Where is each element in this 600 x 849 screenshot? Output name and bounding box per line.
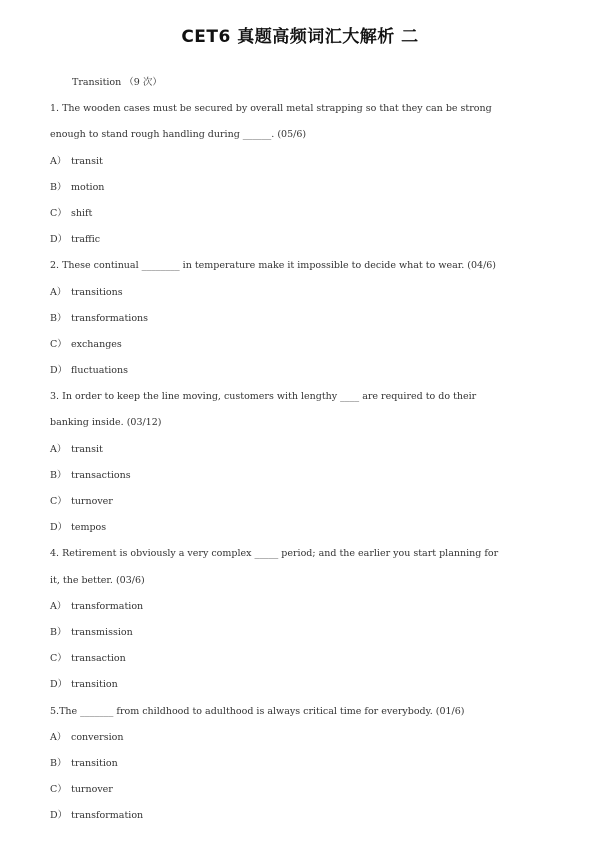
option-letter: B） [50,312,67,324]
question-text: 5.The _______ from childhood to adulthood is always critical time for everybody. (01/6) [50,705,465,717]
answer-option [50,332,570,358]
option-text: transaction [71,653,126,665]
document-title: CET6 真题高频词汇大解析 二 [181,27,419,47]
option-letter: D） [50,365,68,377]
answer-option [50,725,570,751]
option-letter: D） [50,234,68,246]
answer-option [50,437,570,463]
question-text: 3. In order to keep the line moving, customers with lengthy ____ are required to do their [50,391,477,403]
answer-option [50,306,570,332]
question-list [50,96,570,829]
option-letter: A） [50,443,67,455]
option-text: turnover [71,784,113,796]
option-letter: B） [50,757,67,769]
question-text: banking inside. (03/12) [50,417,162,429]
option-text: transactions [71,469,131,481]
answer-option [50,463,570,489]
answer-option [50,803,570,829]
option-text: transition [71,679,118,691]
option-letter: A） [50,600,67,612]
option-text: transit [71,155,103,167]
option-text: exchanges [71,338,122,350]
option-letter: B） [50,469,67,481]
answer-option [50,620,570,646]
option-letter: A） [50,731,67,743]
section-label: Transition （9 次） [72,77,162,88]
option-letter: D） [50,522,68,534]
option-text: transformations [71,312,149,324]
option-letter: C） [50,653,67,665]
option-text: transitions [71,286,123,298]
answer-option [50,227,570,253]
option-letter: C） [50,207,67,219]
question-text: 2. These continual ________ in temperature make it impossible to decide what to wear. (04/6) [50,260,497,272]
option-text: shift [71,207,93,219]
answer-option [50,751,570,777]
answer-option [50,489,570,515]
option-text: traffic [71,234,101,246]
option-letter: D） [50,679,68,691]
option-text: turnover [71,496,113,507]
option-letter: C） [50,784,67,796]
option-text: transformation [71,600,144,612]
option-text: fluctuations [71,365,128,377]
option-text: tempos [71,522,107,534]
option-text: motion [71,181,105,193]
option-letter: B） [50,626,67,638]
answer-option [50,672,570,698]
answer-option [50,646,570,672]
question-text: 1. The wooden cases must be secured by overall metal strapping so that they can be strong [50,103,492,115]
option-letter: B） [50,181,67,193]
answer-option [50,149,570,175]
option-letter: C） [50,338,67,350]
document-content [50,70,570,829]
option-text: conversion [71,731,124,743]
answer-option [50,594,570,620]
option-letter: D） [50,810,68,822]
answer-option [50,515,570,541]
option-letter: A） [50,286,67,298]
answer-option [50,358,570,384]
answer-option [50,280,570,306]
option-letter: A） [50,155,67,167]
answer-option [50,175,570,201]
option-text: transition [71,757,118,769]
question-text: 4. Retirement is obviously a very complex _____ period; and the earlier you start planning for [50,548,499,560]
option-letter: C） [50,496,67,507]
option-text: transformation [71,810,144,822]
option-text: transmission [71,626,133,638]
answer-option [50,201,570,227]
question-text: enough to stand rough handling during ______. (05/6) [50,129,307,141]
question-text: it, the better. (03/6) [50,574,145,586]
option-text: transit [71,443,103,455]
answer-option [50,777,570,803]
